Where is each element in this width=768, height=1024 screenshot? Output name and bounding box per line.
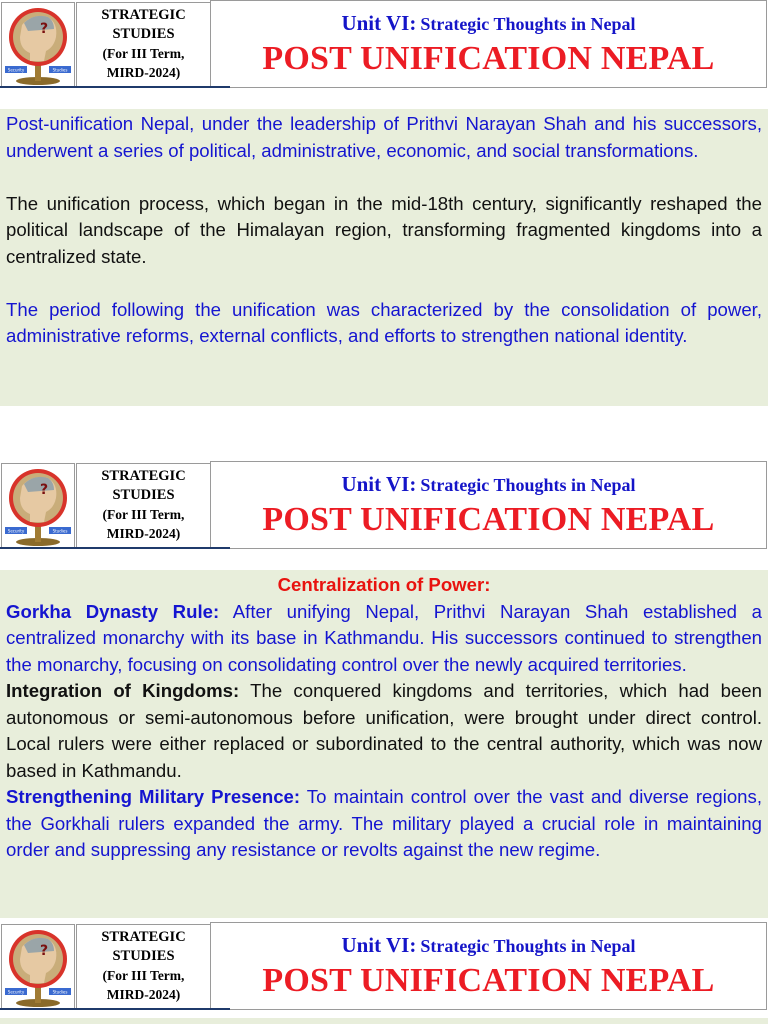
svg-text:Security: Security — [7, 989, 25, 995]
page-title: POST UNIFICATION NEPAL — [262, 962, 715, 999]
course-info: STRATEGIC STUDIES (For III Term, MIRD-2024) — [76, 463, 211, 549]
paragraph: Post-unification Nepal, under the leadership of Prithvi Narayan Shah and his successors, underwent a series of political, administrative, economic, and social transformations. — [6, 113, 762, 161]
slide-1-content — [0, 109, 768, 406]
head-globe-logo-icon — [2, 925, 74, 1009]
slide-header-1 — [0, 0, 768, 88]
unit-heading: Unit VI: Strategic Thoughts in Nepal — [341, 472, 636, 496]
paragraph: The period following the unification was characterized by the consolidation of power, administrative reforms, external conflicts, and efforts to strengthen national identity. — [6, 298, 762, 346]
header-divider — [0, 1008, 230, 1010]
unit-heading: Unit VI: Strategic Thoughts in Nepal — [341, 933, 636, 957]
unit-heading: Unit VI: Strategic Thoughts in Nepal — [341, 11, 636, 35]
head-globe-logo-icon — [2, 3, 74, 87]
svg-text:?: ? — [40, 482, 49, 498]
list-item: Gorkha Dynasty Rule: After unifying Nepal, Prithvi Narayan Shah established a centralized monarchy with its base in Kathmandu. His successors continued to strengthen the monarchy, focusing on consolidating control over the newly acquired territories. — [6, 600, 762, 675]
slide-3-content — [0, 1018, 768, 1024]
section-title: Centralization of Power: — [277, 574, 491, 595]
svg-text:Studies: Studies — [52, 989, 68, 995]
slide-header-2 — [0, 461, 768, 549]
svg-text:?: ? — [40, 943, 49, 959]
slide-header-3 — [0, 922, 768, 1010]
header-divider — [0, 86, 230, 88]
page-title: POST UNIFICATION NEPAL — [262, 501, 715, 538]
list-item: Integration of Kingdoms: The conquered kingdoms and territories, which had been autonomous or semi-autonomous before unification, were brought under direct control. Local rulers were either replaced or subordinated to the central authority, which was now based in Kathmandu. — [6, 680, 762, 781]
page-title: POST UNIFICATION NEPAL — [262, 40, 715, 77]
svg-text:Studies: Studies — [52, 67, 68, 73]
course-info: STRATEGIC STUDIES (For III Term, MIRD-2024) — [76, 2, 211, 88]
title-box — [210, 0, 767, 88]
svg-text:Security: Security — [7, 528, 25, 534]
title-box — [210, 461, 767, 549]
logo — [1, 2, 75, 88]
list-item: Strengthening Military Presence: To maintain control over the vast and diverse regions, the Gorkhali rulers expanded the army. The military played a crucial role in maintaining order and suppressing any resistance or revolts against the new regime. — [6, 786, 762, 860]
title-box — [210, 922, 767, 1010]
header-divider — [0, 547, 230, 549]
head-globe-logo-icon — [2, 464, 74, 548]
paragraph: The unification process, which began in the mid-18th century, significantly reshaped the political landscape of the Himalayan region, transforming fragmented kingdoms into a centralized state. — [6, 192, 762, 267]
slide-2-content — [0, 570, 768, 918]
logo — [1, 924, 75, 1010]
svg-text:?: ? — [40, 21, 49, 37]
logo — [1, 463, 75, 549]
svg-text:Studies: Studies — [52, 528, 68, 534]
svg-text:Security: Security — [7, 67, 25, 73]
course-info: STRATEGIC STUDIES (For III Term, MIRD-2024) — [76, 924, 211, 1010]
